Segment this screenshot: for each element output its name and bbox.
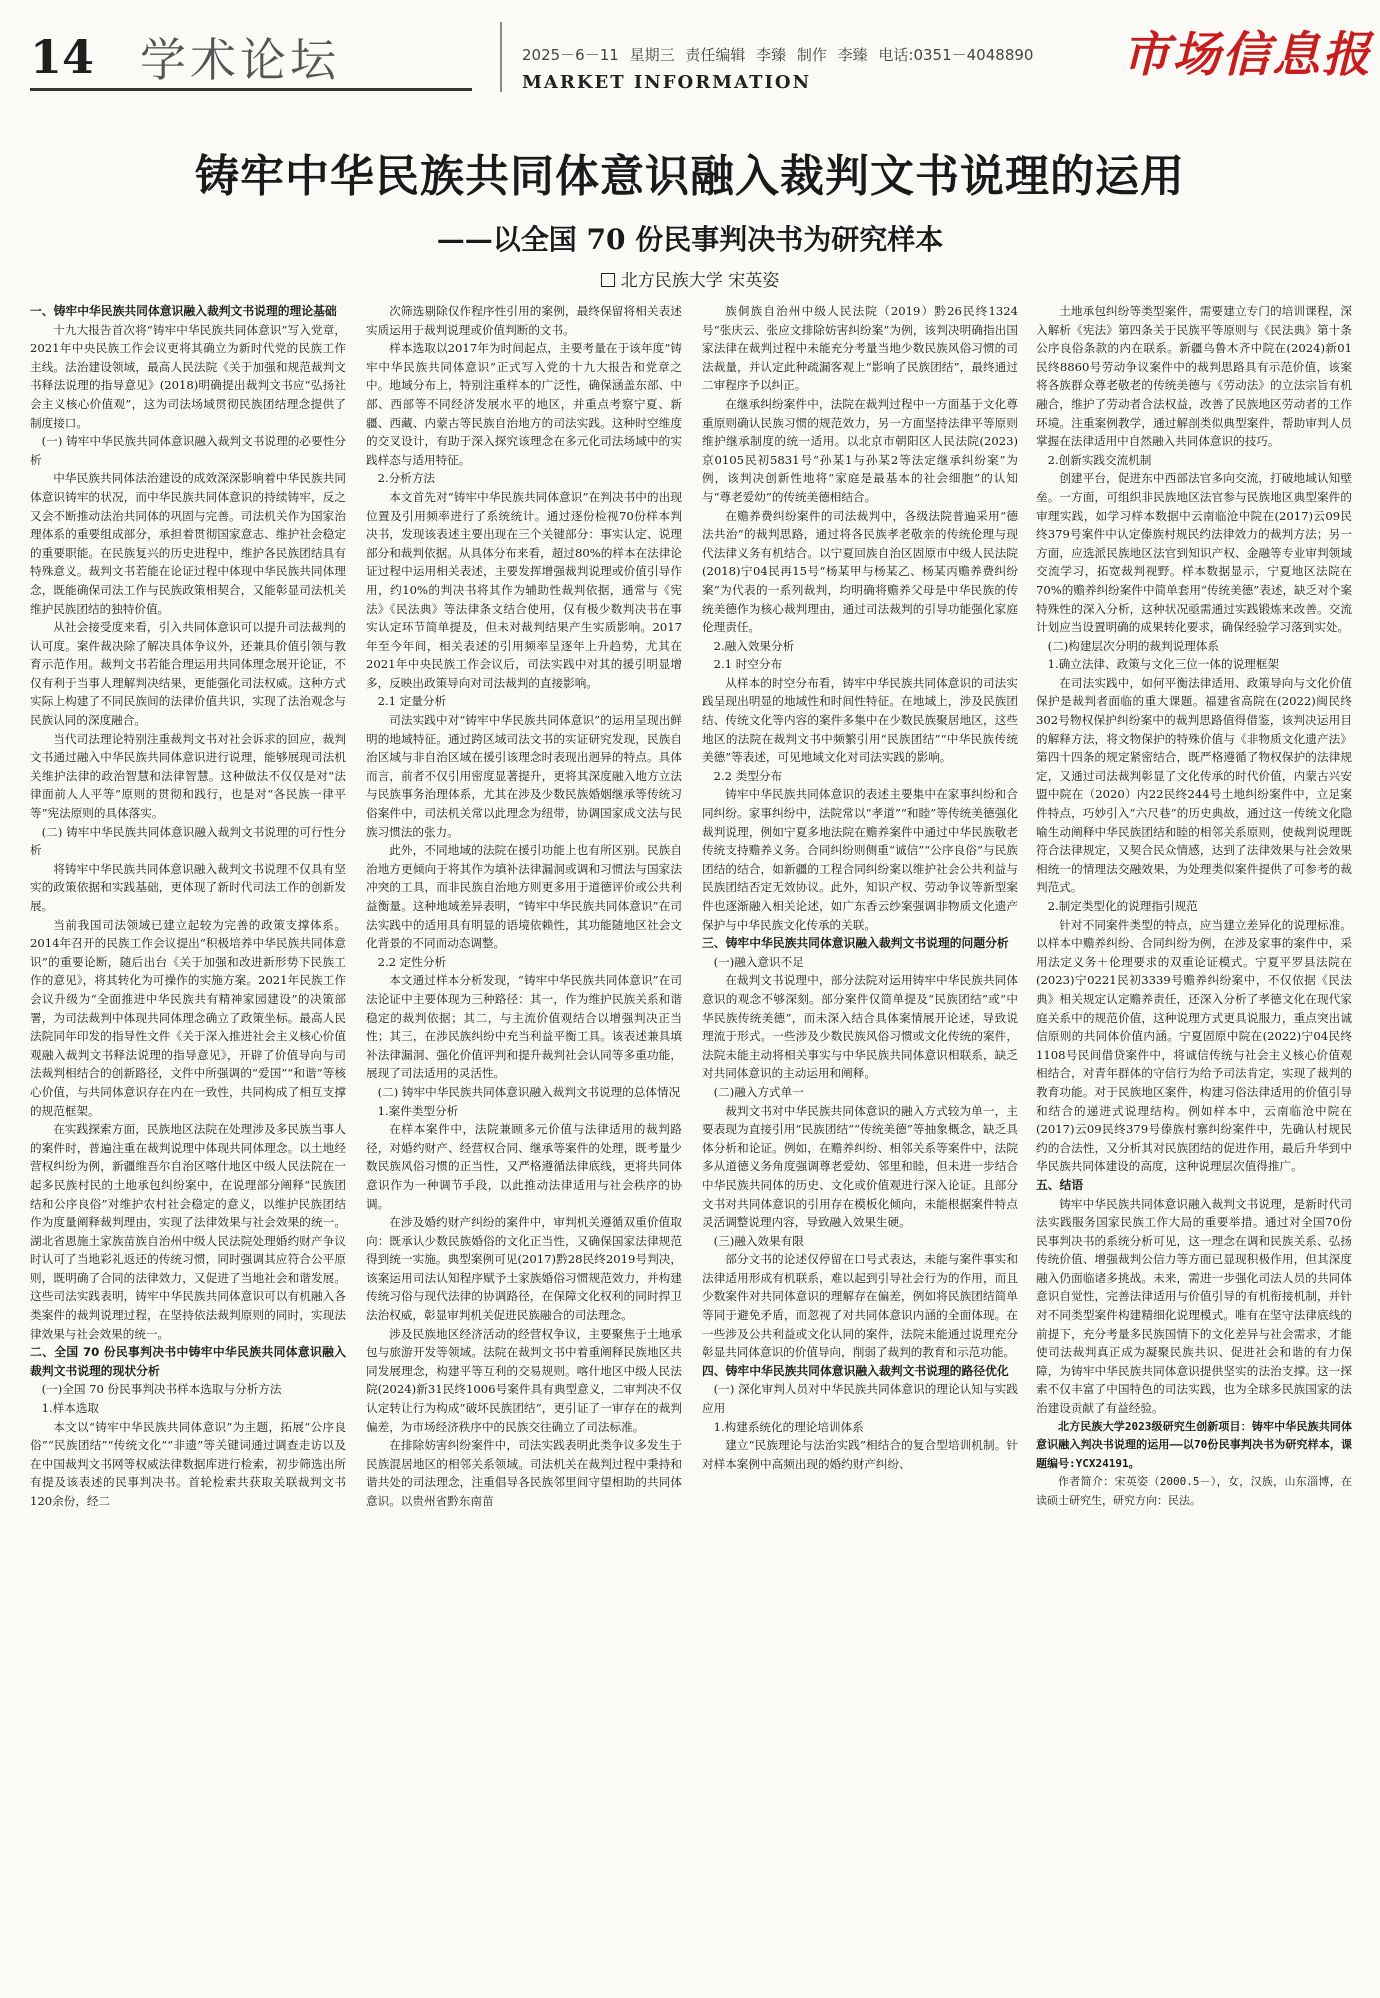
paragraph: 中华民族共同体法治建设的成效深深影响着中华民族共同体意识铸牢的状况，而中华民族共同体意识的持续铸牢，反之又会不断推动法治共同体的巩固与完善。司法机关作为国家治理体系的重要组成部分，承担着贯彻国家意志、维护社会稳定的重要职能。在民族复兴的历史进程中，维护各民族团结具有特殊意义。裁判文书若能在论证过程中体现中华民族共同体理念，既能确保司法工作与民族政策相契合，又能彰显司法机关维护民族团结的独特价值。 — [30, 471, 346, 616]
sub-heading: 2.创新实践交流机制 — [1047, 452, 1152, 467]
header-divider — [500, 22, 502, 92]
header-rule — [30, 88, 472, 91]
section-heading: 四、铸牢中华民族共同体意识融入裁判文书说理的路径优化 — [702, 1363, 1009, 1378]
sub-heading: 1.样本选取 — [41, 1401, 100, 1416]
sub-heading: (一) 深化审判人员对中华民族共同体意识的理论认知与实践应用 — [702, 1382, 1018, 1416]
sub-heading: 2.融入效果分析 — [713, 638, 795, 653]
paragraph: 在涉及婚约财产纠纷的案件中，审判机关遵循双重价值取向：既承认少数民族婚俗的文化正当性，又确保国家法律规范得到统一实施。典型案例可见(2017)黔28民终2019号判决，该案运用司法认知程序赋予土家族婚俗习惯规范效力，并构建传统习俗与现代法律的协调路径，在保障文化权利的同时捍卫法治权威，彰显审判机关促进民族融合的司法理念。 — [366, 1215, 682, 1323]
paragraph: 涉及民族地区经济活动的经营权争议，主要聚焦于土地承包与旅游开发等领域。法院在裁判文书中着重阐释民族地区共同发展理念，构建平等互利的交易规则。喀什地区中级人民法院(2024)新31民终1006号案件具有典型意义，二审判决不仅认定转让行为构成“破坏民族团结”，更引证了一审存在的裁判偏差，为市场经济秩序中的民族交往确立了司法标准。 — [366, 1326, 682, 1434]
paragraph: 当代司法理论特别注重裁判文书对社会诉求的回应，裁判文书通过融入中华民族共同体意识进行说理，能够展现司法机关维护法律的政治智慧和法律智慧。这种做法不仅仅是对“法律面前人人平等”原则的贯彻和践行，也是对“各民族一律平等”宪法原则的具体落实。 — [30, 731, 346, 821]
sub-heading: 2.制定类型化的说理指引规范 — [1047, 899, 1198, 913]
section-title: 学术论坛 — [140, 33, 340, 87]
sub-heading: (二)融入方式单一 — [713, 1084, 804, 1099]
paragraph: 创建平台，促进东中西部法官多向交流，打破地域认知壁垒。一方面，可组织非民族地区法官参与民族地区典型案件的审理实践，如学习样本数据中云南临沧中院在(2017)云09民终379号案件中认定傣族村规民约法律效力的裁判方法；另一方面，应选派民族地区法官到知识产权、金融等专业审判领域交流学习，拓宽裁判视野。样本数据显示，宁夏地区法院在70%的赡养纠纷案件中简单套用“传统美德”表述，缺乏对个案特殊性的深入分析，这种状况亟需通过实践锻炼来改善。交流计划应当设置明确的成果转化要求，确保经验学习落到实处。 — [1036, 471, 1352, 635]
paragraph: 十九大报告首次将“铸牢中华民族共同体意识”写入党章，2021年中央民族工作会议更将其确立为新时代党的民族工作主线。法治建设领域，最高人民法院《关于加强和规范裁判文书释法说理的指导意见》(2018)明确提出裁判文书应“弘扬社会主义核心价值观”，这为司法场域贯彻民族团结理念提供了制度接口。 — [30, 322, 346, 430]
paragraph: 在司法实践中，如何平衡法律适用、政策导向与文化价值保护是裁判者面临的重大课题。福建省高院在(2022)闽民终302号物权保护纠纷案中的裁判思路值得借鉴，该判决运用目的解释方法，将文物保护的特殊价值与《非物质文化遗产法》第四十四条的规定紧密结合，既严格遵循了物权保护的法律规定，又通过司法裁判彰显了文化传承的时代价值，内蒙古兴安盟中院在（2020）内22民终244号土地纠纷案件中，立足案件特点，巧妙引入“六尺巷”的历史典故，通过这一传统文化隐喻生动阐释中华民族团结和睦的相邻关系原则，使裁判说理既符合法律规定，又契合民众情感，达到了法律效果与社会效果相统一的情理法交融效果，为处理类似案件提供了可参考的裁判范式。 — [1036, 675, 1352, 895]
paragraph: 样本选取以2017年为时间起点，主要考量在于该年度“铸牢中华民族共同体意识”正式写入党的十九大报告和党章之中。地域分布上，特别注重样本的广泛性，确保涵盖东部、中部、西部等不同经济发展水平的地区，并重点考察宁夏、新疆、西藏、内蒙古等民族自治地方的司法实践。这种时空维度的交叉设计，有助于深入探究该理念在多元化司法场域中的实践样态与适用特征。 — [366, 341, 682, 467]
sub-heading: (三)融入效果有限 — [713, 1233, 804, 1248]
sub-heading: 2.1 定量分析 — [377, 694, 447, 709]
sub-heading: (一)全国 70 份民事判决书样本选取与分析方法 — [41, 1382, 282, 1397]
paper-english-name: MARKET INFORMATION — [522, 72, 812, 93]
author-bio: 作者简介：宋英姿（2000.5－），女，汉族，山东淄博，在读硕士研究生，研究方向：民法。 — [1036, 1475, 1352, 1507]
author-name: 北方民族大学 宋英姿 — [620, 271, 780, 291]
paragraph: 族侗族自治州中级人民法院（2019）黔26民终1324号“张庆云、张应文排除妨害纠纷案”为例，该判决明确指出国家法律在裁判过程中未能充分考量当地少数民族风俗习惯的司法裁量，并认定此种疏漏客观上“影响了民族团结”，最终通过二审程序予以纠正。 — [702, 304, 1018, 393]
paragraph: 针对不同案件类型的特点，应当建立差异化的说理标准。以样本中赡养纠纷、合同纠纷为例，在涉及家事的案件中，采用法定义务＋伦理要求的双重论证模式。宁夏平罗县法院在(2023)宁0221民初3339号赡养纠纷案中，不仅依据《民法典》相关规定认定赡养责任，还深入分析了孝德文化在现代家庭关系中的规范价值，这种说理方式更具说服力，重点突出诚信原则的共同体价值内涵。宁夏固原中院在(2022)宁04民终1108号民间借贷案件中，将诚信传统与社会主义核心价值观相结合，对青年群体的守信行为给予司法肯定，实现了裁判的教育功能。对于民族地区案件，构建习俗法律适用的价值引导和结合的递进式说理结构。例如样本中，云南临沧中院在(2017)云09民终379号傣族村寨纠纷案件中，先确认村规民约的合法性，又分析其对民族团结的促进作用，最后升华到中华民族共同体建设的高度，这种说理层次值得推广。 — [1036, 917, 1352, 1174]
sub-heading: (二)构建层次分明的裁判说理体系 — [1047, 638, 1219, 653]
paragraph: 部分文书的论述仅停留在口号式表达，未能与案件事实和法律适用形成有机联系，难以起到引导社会行为的作用，而且少数案件对共同体意识的理解存在偏差，例如将民族团结简单等同于避免矛盾，而忽视了对共同体意识内涵的全面体现。在一些涉及公共利益或文化认同的案件，法院未能通过说理充分彰显共同体意识的价值导向，削弱了裁判的教育和示范功能。 — [702, 1252, 1018, 1360]
article-author — [0, 266, 1380, 291]
paragraph: 在裁判文书说理中，部分法院对运用铸牢中华民族共同体意识的观念不够深刻。部分案件仅简单提及“民族团结”或“中华民族传统美德”，而未深入结合具体案情展开论述，导致说理流于形式。一些涉及少数民族风俗习惯或文化传统的案件，法院未能主动将相关事实与中华民族共同体意识相联系，缺乏对共同体意识的主动运用和阐释。 — [702, 973, 1018, 1081]
column-3 — [702, 302, 1018, 1982]
sub-heading: 2.分析方法 — [377, 471, 436, 486]
paragraph: 铸牢中华民族共同体意识的表述主要集中在家事纠纷和合同纠纷。家事纠纷中，法院常以“孝道”“和睦”等传统美德强化裁判说理，例如宁夏多地法院在赡养案件中通过中华民族敬老传统支持赡养义务。合同纠纷则侧重“诚信”“公序良俗”与民族团结的结合，如新疆的工程合同纠纷案以维护社会公共利益与民族团结否定无效协议。此外，知识产权、劳动争议等新型案件也逐渐融入相关论述，如广东香云纱案强调非物质文化遗产保护与中华民族文化传承的关联。 — [702, 787, 1018, 932]
issue-meta: 2025－6－11 星期三 责任编辑 李臻 制作 李臻 电话:0351－4048890 — [522, 46, 1034, 64]
paragraph: 裁判文书对中华民族共同体意识的融入方式较为单一，主要表现为直接引用“民族团结”“传统美德”等抽象概念，缺乏具体分析和论证。例如，在赡养纠纷、相邻关系等案件中，法院多从道德义务角度强调尊老爱幼、邻里和睦，但未进一步结合中华民族共同体的历史、文化或价值观进行深入论证。且部分文书对共同体意识的引用存在模板化倾向，未能根据案件特点灵活调整说理内容，导致融入效果生硬。 — [702, 1103, 1018, 1230]
sub-heading: (一) 铸牢中华民族共同体意识融入裁判文书说理的必要性分析 — [30, 434, 346, 467]
author-box-icon — [601, 273, 615, 287]
paragraph: 司法实践中对“铸牢中华民族共同体意识”的运用呈现出鲜明的地域特征。通过跨区域司法文书的实证研究发现，民族自治区域与非自治区域在援引该理念时表现出迥异的特点。具体而言，前者不仅引用密度显著提升，更将其深度融入地方立法与民族事务治理体系，尤其在涉及少数民族婚姻继承等传统习俗案件中，司法机关常以此理念为纽带，协调国家成文法与民族习惯法的张力。 — [366, 713, 682, 839]
paragraph: 铸牢中华民族共同体意识融入裁判文书说理，是新时代司法实践服务国家民族工作大局的重要举措。通过对全国70份民事判决书的系统分析可见，这一理念在调和民族关系、弘扬传统价值、增强裁判公信力等方面已显现积极作用，但其深度融入仍面临诸多挑战。未来，需进一步强化司法人员的共同体意识自觉性，完善法律适用与价值引导的有机衔接机制，并针对不同类型案件构建精细化说理模式。唯有在坚守法律底线的前提下，充分考量多民族国情下的文化差异与社会需求，才能使司法裁判真正成为凝聚民族共识、促进社会和谐的有力保障，为铸牢中华民族共同体意识提供坚实的法治支撑。这一探索不仅丰富了中国特色的司法实践，也为全球多民族国家的法治建设贡献了有益经验。 — [1036, 1196, 1352, 1416]
paragraph: 在实践探索方面，民族地区法院在处理涉及多民族当事人的案件时，普遍注重在裁判说理中体现共同体理念。以土地经营权纠纷为例，新疆维吾尔自治区喀什地区中级人民法院在一起多民族村民的土地承包纠纷案中，在说理部分阐释“民族团结和公序良俗”对维护农村社会稳定的意义，以维护民族团结作为度量阐释裁判理由，实现了法律效果与社会效果的统一。湖北省恩施土家族苗族自治州中级人民法院处理婚约财产争议时认可了当地彩礼返还的传统习惯，同时强调其应符合公平原则，既明确了合同的法律效力，又促进了当地社会和谐发展。这些司法实践表明，铸牢中华民族共同体意识可以有机融入各类案件的裁判说理过程，在坚持依法裁判原则的同时，实现法律效果与社会效果的统一。 — [30, 1122, 346, 1341]
paragraph: 此外，不同地域的法院在援引功能上也有所区别。民族自治地方更倾向于将其作为填补法律漏洞或调和习惯法与国家法冲突的工具，而非民族自治地方则更多用于道德评价或公共利益衡量。这种地域差异表明，“铸牢中华民族共同体意识”在司法实践中的适用具有明显的语境依赖性，其功能随地区社会文化背景的不同而动态调整。 — [366, 843, 682, 951]
sub-heading: (一)融入意识不足 — [713, 954, 804, 969]
paragraph: 在继承纠纷案件中，法院在裁判过程中一方面基于文化尊重原则确认民族习惯的规范效力，另一方面坚持法律平等原则维护继承制度的统一适用。以北京市朝阳区人民法院(2023)京0105民初5831号“孙某1与孙某2等法定继承纠纷案”为例，该判决创新性地将“家庭是最基本的社会细胞”的认知与“尊老爱幼”的传统美德相结合。 — [702, 396, 1018, 504]
paragraph: 建立“民族理论与法治实践”相结合的复合型培训机制。针对样本案例中高频出现的婚约财产纠纷、 — [702, 1438, 1018, 1471]
section-heading: 五、结语 — [1036, 1177, 1084, 1192]
section-heading: 一、铸牢中华民族共同体意识融入裁判文书说理的理论基础 — [30, 304, 337, 318]
sub-heading: 1.确立法律、政策与文化三位一体的说理框架 — [1047, 657, 1279, 672]
paragraph: 本文首先对“铸牢中华民族共同体意识”在判决书中的出现位置及引用频率进行了系统统计。通过逐份检视70份样本判决书，发现该表述主要出现在三个关键部分：事实认定、说理部分和裁判依据。从具体分布来看，超过80%的样本在法律论证过程中运用相关表述，主要发挥增强裁判说理或价值引导作用，约10%的判决书将其作为辅助性裁判依据，通常与《宪法》《民法典》等法律条文结合使用，仅有极少数判决书在事实认定环节简单提及，但未对裁判结果产生实质影响。2017年至今年间，相关表述的引用频率呈逐年上升趋势，尤其在2021年中央民族工作会议后，司法实践中对其的援引明显增多，反映出政策导向对司法裁判的直接影响。 — [366, 489, 682, 690]
sub-heading: (二) 铸牢中华民族共同体意识融入裁判文书说理的总体情况 — [377, 1084, 681, 1099]
section-heading: 二、全国 70 份民事判决书中铸牢中华民族共同体意识融入裁判文书说理的现状分析 — [30, 1345, 346, 1378]
sub-heading: 2.1 时空分布 — [713, 657, 783, 672]
sub-heading: 1.案件类型分析 — [377, 1103, 459, 1118]
column-2 — [366, 302, 682, 1982]
paragraph: 在排除妨害纠纷案件中，司法实践表明此类争议多发生于民族混居地区的相邻关系领域。司法机关在裁判过程中秉持和谐共处的司法理念，注重倡导各民族邻里间守望相助的共同体意识。以贵州省黔东南苗 — [366, 1438, 682, 1508]
sub-heading: 2.2 定性分析 — [377, 954, 447, 969]
section-heading: 三、铸牢中华民族共同体意识融入裁判文书说理的问题分析 — [702, 936, 1009, 951]
paragraph: 将铸牢中华民族共同体意识融入裁判文书说理不仅具有坚实的政策依据和实践基础，更体现了新时代司法工作的创新发展。 — [30, 861, 346, 913]
column-1 — [30, 302, 346, 1982]
column-4 — [1036, 302, 1352, 1982]
sub-heading: (二) 铸牢中华民族共同体意识融入裁判文书说理的可行性分析 — [30, 824, 346, 858]
paragraph: 次筛选剔除仅作程序性引用的案例，最终保留将相关表述实质运用于裁判说理或价值判断的文书。 — [366, 304, 682, 337]
article-body — [30, 302, 1352, 1982]
paragraph: 从社会接受度来看，引入共同体意识可以提升司法裁判的认可度。案件裁决除了解决具体争议外，还兼具价值引领与教育示范作用。裁判文书若能合理运用共同体理念展开论证，不仅有利于当事人理解判决结果，更能强化司法权威。这种方式实际上构建了不同民族间的法律价值共识，实现了法治观念与民族认同的深度融合。 — [30, 620, 346, 728]
paragraph: 本文通过样本分析发现，“铸牢中华民族共同体意识”在司法论证中主要体现为三种路径：其一，作为维护民族关系和谐稳定的裁判依据；其二，与主流价值观结合以增强判决正当性；其三，在涉民族纠纷中充当利益平衡工具。该表述兼具填补法律漏洞、强化价值评判和提升裁判社会认同等多重功能，展现了司法适用的灵活性。 — [366, 973, 682, 1081]
masthead-logo: 市场信息报 — [1122, 27, 1373, 83]
sub-heading: 2.2 类型分布 — [713, 768, 783, 783]
paragraph: 本文以“铸牢中华民族共同体意识”为主题，拓展“公序良俗”“民族团结”“传统文化”“非遗”等关键词通过调查走访以及在中国裁判文书网等权威法律数据库进行检索，初步筛选出所有提及该表述的民事判决书。首轮检索共获取关联裁判文书120余份，经二 — [30, 1419, 346, 1508]
paragraph: 土地承包纠纷等类型案件，需要建立专门的培训课程，深入解析《宪法》第四条关于民族平等原则与《民法典》第十条公序良俗条款的内在联系。新疆乌鲁木齐中院在(2024)新01民终8860号劳动争议案件中的裁判思路具有示范价值，该案将各族群众尊老敬老的传统美德与《劳动法》的立法宗旨有机融合，维护了劳动者合法权益，改善了民族地区劳动者的工作环境。注重案例教学，通过解剖类似典型案件，帮助审判人员掌握在法律适用中自然融入共同体意识的技巧。 — [1036, 304, 1352, 449]
paragraph: 从样本的时空分布看，铸牢中华民族共同体意识的司法实践呈现出明显的地域性和时间性特征。在地域上，涉及民族团结、传统文化等内容的案件多集中在少数民族聚居地区，这些地区的法院在裁判文书中频繁引用“民族团结”“中华民族传统美德”等表述，可见地域文化对司法实践的影响。 — [702, 675, 1018, 765]
page-number: 14 — [30, 30, 95, 84]
paragraph: 在赡养费纠纷案件的司法裁判中，各级法院普遍采用“德法共治”的裁判思路，通过将各民族孝老敬亲的传统伦理与现代法律义务有机结合。以宁夏回族自治区固原市中级人民法院(2018)宁04民再15号“杨某甲与杨某乙、杨某丙赡养费纠纷案”为代表的一系列裁判，均明确将赡养父母是中华民族的传统美德作为核心裁判理由，通过司法裁判的引导功能强化家庭伦理责任。 — [702, 508, 1018, 635]
project-note: 北方民族大学2023级研究生创新项目：铸牢中华民族共同体意识融入判决书说理的运用——以70份民事判决书为研究样本，课题编号:YCX24191。 — [1036, 1419, 1352, 1470]
sub-heading: 1.构建系统化的理论培训体系 — [713, 1419, 864, 1434]
paragraph: 在样本案件中，法院兼顾多元价值与法律适用的裁判路径，对婚约财产、经营权合同、继承等案件的处理，既考量少数民族风俗习惯的正当性，又严格遵循法律底线，更将共同体意识作为一种调节手段，以此推动法律适用与社会秩序的协调。 — [366, 1122, 682, 1211]
article-title: 铸牢中华民族共同体意识融入裁判文书说理的运用 — [195, 151, 1185, 202]
article-subtitle: ——以全国 70 份民事判决书为研究样本 — [436, 223, 944, 256]
paragraph: 当前我国司法领域已建立起较为完善的政策支撑体系。2014年召开的民族工作会议提出“积极培养中华民族共同体意识”的重要论断，随后出台《关于加强和改进新形势下民族工作的意见》，将其转化为可操作的实施方案。2021年民族工作会议升级为“全面推进中华民族共有精神家园建设”的决策部署，为司法裁判中体现共同体理念确立了政策坐标。最高人民法院同年印发的指导性文件《关于深入推进社会主义核心价值观融入裁判文书释法说理的指导意见》，开辟了价值导向与司法裁判相结合的创新路径，文件中所强调的“爱国”“和谐”等核心价值，与共同体意识存在内在一致性，共同构成了相互支撑的规范框架。 — [30, 917, 346, 1118]
page-header — [0, 0, 1380, 110]
